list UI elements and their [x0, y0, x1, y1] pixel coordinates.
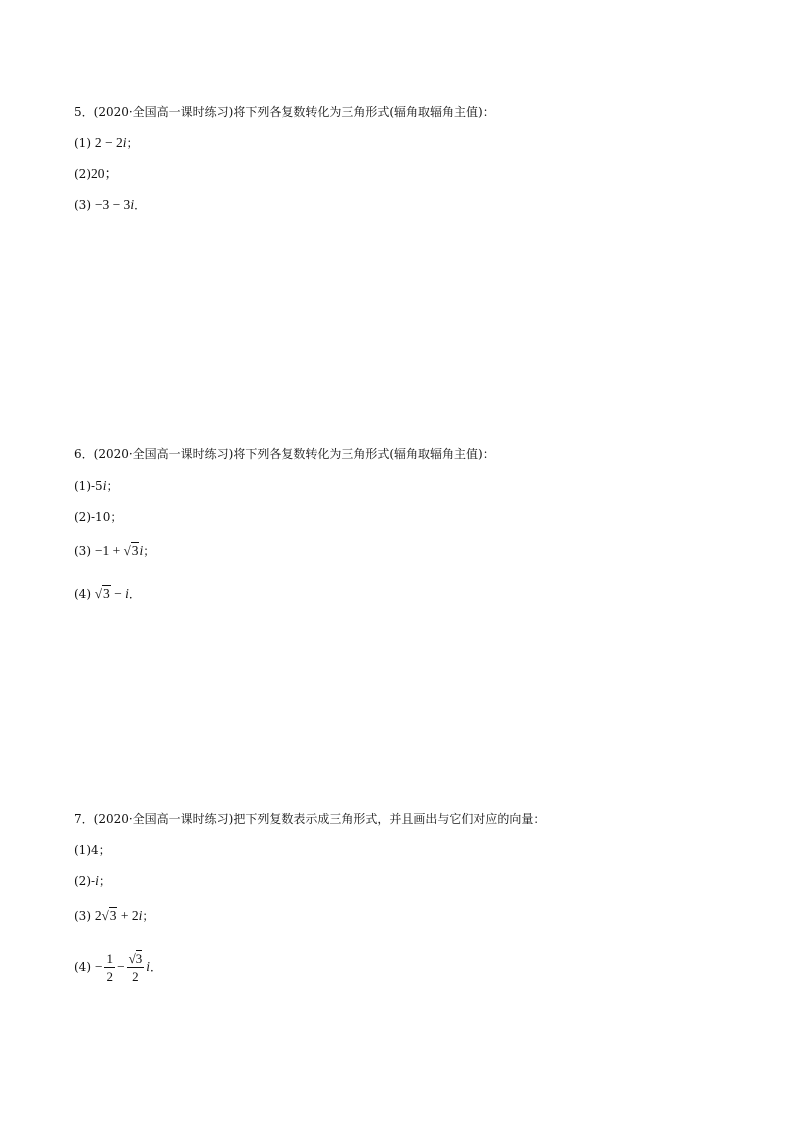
question-7-header: 7．(2020·全国高一课时练习)把下列复数表示成三角形式，并且画出与它们对应的向量：: [74, 812, 546, 826]
q6-item-4: (4) √3 − i．: [74, 586, 141, 601]
q7-item-1-expr: 4；: [91, 843, 111, 857]
q5-item-3-expr: −3 − 3: [94, 197, 131, 212]
q7-item-1: (1)4；: [74, 843, 111, 857]
q6-item-1: (1)-5i；: [74, 478, 119, 493]
q7-item-2: (2)-i；: [74, 873, 111, 888]
q7-item-4-frac-2: $\frac{√3}{2}$: [128, 951, 143, 984]
q5-item-1-expr: 2 − 2: [94, 135, 123, 150]
q6-item-2: (2)-10；: [74, 510, 123, 524]
q6-item-2-expr: -10；: [91, 510, 123, 524]
q5-item-2: (2)20；: [74, 166, 118, 181]
q6-item-3-sqrt: √3: [123, 543, 139, 558]
q7-item-3: (3) 2√3 + 2i；: [74, 908, 155, 923]
q6-item-3: (3) −1 + √3i；: [74, 543, 156, 558]
q5-item-3: (3) −3 − 3i．: [74, 197, 147, 212]
q7-item-4: (4) − $\frac{1}{2}$ − $\frac{√3}{2}$ i．: [74, 951, 162, 984]
q5-item-2-expr: 20；: [91, 166, 118, 181]
question-6-header: 6．(2020·全国高一课时练习)将下列各复数转化为三角形式(辐角取辐角主值)：: [74, 447, 495, 461]
q6-item-1-expr: -5: [91, 479, 103, 493]
question-5-header: 5．(2020·全国高一课时练习)将下列各复数转化为三角形式(辐角取辐角主值)：: [74, 105, 495, 119]
q7-item-4-frac-1: $\frac{1}{2}$: [106, 951, 113, 984]
q5-item-1: (1) 2 − 2i；: [74, 135, 139, 150]
q7-item-3-sqrt: √3: [101, 908, 117, 923]
q6-item-4-sqrt: √3: [94, 586, 110, 601]
